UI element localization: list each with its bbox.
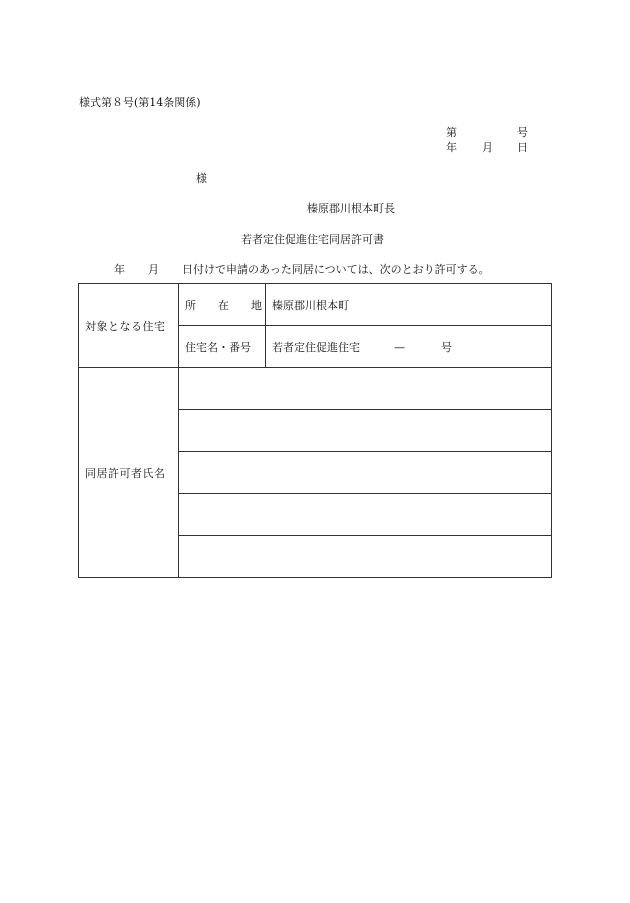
location-row <box>79 284 552 326</box>
intro-month: 月 <box>148 263 159 276</box>
cohabitant-name-cell[interactable] <box>179 536 552 578</box>
doc-number-prefix: 第 <box>446 126 457 139</box>
intro-year: 年 <box>114 263 125 276</box>
permit-table <box>78 283 552 578</box>
intro-text: 日付けで申請のあった同居については、次のとおり許可する。 <box>182 263 490 276</box>
target-housing-heading: 対象となる住宅 <box>79 284 179 368</box>
doc-number-suffix: 号 <box>517 126 528 139</box>
housing-name-value: 若者定住促進住宅 <box>272 340 360 354</box>
recipient-honorific: 様 <box>196 172 207 185</box>
issue-date-month: 月 <box>482 141 493 154</box>
housing-name-label: 住宅名・番号 <box>179 326 266 368</box>
issue-date-year: 年 <box>446 141 457 154</box>
location-value: 榛原郡川根本町 <box>266 284 552 326</box>
location-label: 所 在 地 <box>179 284 266 326</box>
cohabitant-name-cell[interactable] <box>179 368 552 410</box>
cohabitant-heading: 同居許可者氏名 <box>79 368 179 578</box>
cohabitant-name-cell[interactable] <box>179 452 552 494</box>
housing-number-suffix: 号 <box>441 340 452 354</box>
housing-name-value-cell <box>266 326 552 368</box>
cohabitant-name-cell[interactable] <box>179 410 552 452</box>
form-number: 様式第８号(第14条関係) <box>79 96 201 109</box>
issue-date-day: 日 <box>517 141 528 154</box>
cohabitant-name-cell[interactable] <box>179 494 552 536</box>
housing-dash: — <box>394 340 405 354</box>
cohabitant-row <box>79 368 552 410</box>
issuer-name: 榛原郡川根本町長 <box>307 202 395 215</box>
document-title: 若者定住促進住宅同居許可書 <box>241 233 384 246</box>
